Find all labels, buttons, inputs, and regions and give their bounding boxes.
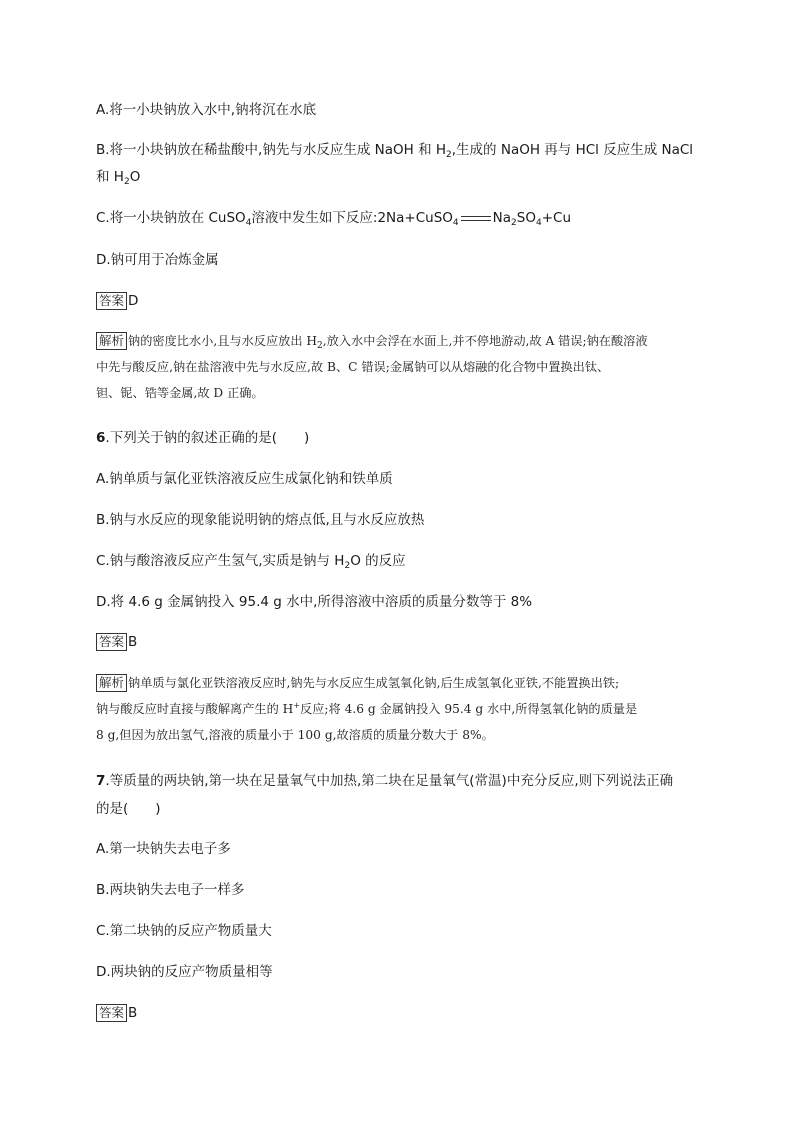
q6-explanation: 解析 钠单质与氯化亚铁溶液反应时,钠先与水反应生成氢氧化钠,后生成氢氧化亚铁,不能置换出铁; 钠与酸反应时直接与酸解离产生的 H+反应;将 4.6 g 金属钠投入 95.4 g 水中,所得氢氧化钠的质量是 8 g,但因为放出氢气,溶液的质量小于 100 g,故溶质的质量分数大于 8%。 xyxy=(96,675,638,742)
explanation-tag: 解析 xyxy=(96,332,127,350)
q5-option-d: D.钠可用于冶炼金属 xyxy=(96,252,219,268)
q7-stem: 7.等质量的两块钠,第一块在足量氧气中加热,第二块在足量氧气(常温)中充分反应,则下列说法正确 xyxy=(96,773,674,789)
q5-option-a: A.将一小块钠放入水中,钠将沉在水底 xyxy=(96,102,317,118)
q6-option-b: B.钠与水反应的现象能说明钠的熔点低,且与水反应放热 xyxy=(96,512,425,528)
q7-option-c: C.第二块钠的反应产物质量大 xyxy=(96,923,272,939)
q5-option-b-cont: 和 $H_2O$ xyxy=(96,169,141,187)
q6-option-d: D.将 4.6 g 金属钠投入 95.4 g 水中,所得溶液中溶质的质量分数等于 8% xyxy=(96,594,533,610)
answer-tag: 答案 xyxy=(96,292,127,310)
answer-tag: 答案 xyxy=(96,1004,127,1022)
q7-stem-cont: 的是( ) xyxy=(96,801,161,817)
double-line-equals-sign xyxy=(461,216,491,221)
q5-explanation: 解析 钠的密度比水小,且与水反应放出 $H_2$,放入水中会浮在水面上,并不停地游动,故 A 错误;钠在酸溶液 中先与酸反应,钠在盐溶液中先与水反应,故 B、C 错误;金属钠可以从熔融的化合物中置换出钛、 钽、铌、锆等金属,故 D 正确。 xyxy=(96,333,648,400)
q7-option-d: D.两块钠的反应产物质量相等 xyxy=(96,964,273,980)
q5-option-c: C.将一小块钠放在 CuSO$_4$溶液中发生如下反应:2Na+CuSO$_4$ $Na_2SO_4+Cu$ xyxy=(96,210,571,228)
q7-option-a: A.第一块钠失去电子多 xyxy=(96,841,231,857)
q5-option-b: B.将一小块钠放在稀盐酸中,钠先与水反应生成 NaOH 和 $H_2$,生成的 NaOH 再与 HCl 反应生成 NaCl xyxy=(96,142,694,160)
q6-stem: 6.下列关于钠的叙述正确的是( ) xyxy=(96,430,310,446)
q5-answer xyxy=(96,291,138,311)
q6-option-c: C.钠与酸溶液反应产生氢气,实质是钠与 $H_2O$ 的反应 xyxy=(96,553,406,571)
answer-tag: 答案 xyxy=(96,633,127,651)
q6-answer xyxy=(96,632,137,652)
q7-answer xyxy=(96,1003,137,1023)
answer-value: B xyxy=(128,634,138,650)
q7-option-b: B.两块钠失去电子一样多 xyxy=(96,882,245,898)
q6-option-a: A.钠单质与氯化亚铁溶液反应生成氯化钠和铁单质 xyxy=(96,471,393,487)
answer-value: B xyxy=(128,1005,138,1021)
answer-value: D xyxy=(128,293,139,309)
explanation-tag: 解析 xyxy=(96,674,127,692)
